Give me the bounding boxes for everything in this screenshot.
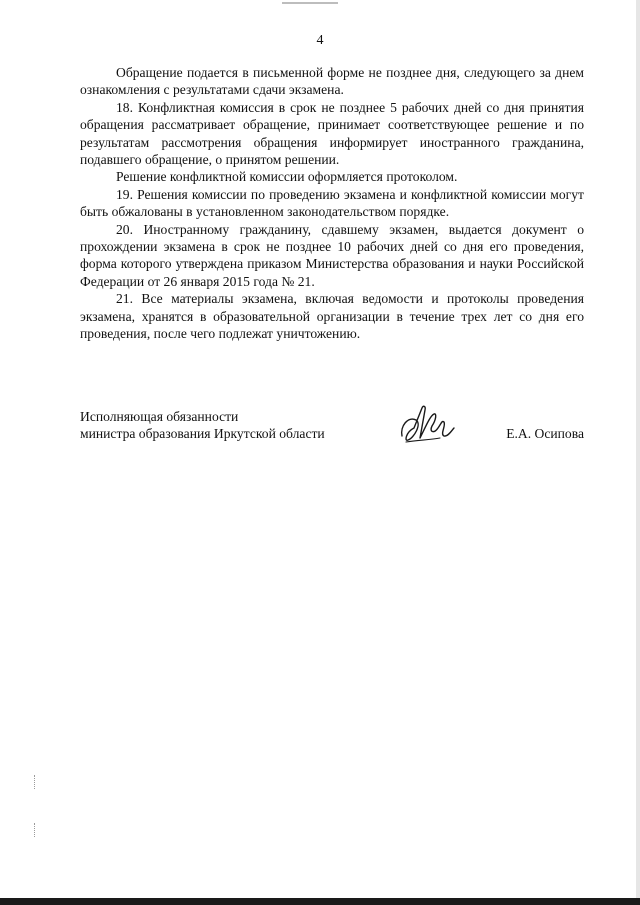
signer-position-line2: министра образования Иркутской области	[80, 426, 325, 442]
handwritten-signature-icon	[396, 402, 458, 448]
signature-block	[80, 408, 584, 448]
scan-artifact	[34, 823, 37, 837]
scan-right-edge	[636, 0, 640, 905]
signer-position	[80, 408, 325, 443]
paragraph-appeal-form: Обращение подается в письменной форме не позднее дня, следующего за днем ознакомления с результатами сдачи экзамена.	[80, 65, 584, 98]
paragraph-18: 18. Конфликтная комиссия в срок не позднее 5 рабочих дней со дня принятия обращения рассматривает обращение, принимает соответствующее решение и по результатам рассмотрения обращения информирует иностранного гражданина, подавшего обращение, о принятом решении.	[80, 99, 584, 168]
document-body	[80, 64, 584, 343]
scan-top-mark	[282, 2, 338, 4]
paragraph-20: 20. Иностранному гражданину, сдавшему экзамен, выдается документ о прохождении экзамена в срок не позднее 10 рабочих дней со дня его проведения, форма которого утверждена приказом Министерства образования и науки Российской Федерации от 26 января 2015 года № 21.	[80, 221, 584, 289]
paragraph-19: 19. Решения комиссии по проведению экзамена и конфликтной комиссии могут быть обжалованы в установленном законодательством порядке.	[80, 186, 584, 220]
signer-position-line1: Исполняющая обязанности	[80, 409, 239, 424]
page-number: 4	[316, 33, 324, 48]
paragraph-commission-decision: Решение конфликтной комиссии оформляется протоколом.	[116, 169, 458, 185]
signer-name: Е.А. Осипова	[506, 426, 584, 441]
paragraph-21: 21. Все материалы экзамена, включая ведомости и протоколы проведения экзамена, хранятся в образовательной организации в течение трех лет со дня его проведения, после чего подлежат уничтожению.	[80, 291, 584, 342]
scan-bottom-edge	[0, 898, 640, 905]
scan-artifact	[34, 775, 37, 789]
